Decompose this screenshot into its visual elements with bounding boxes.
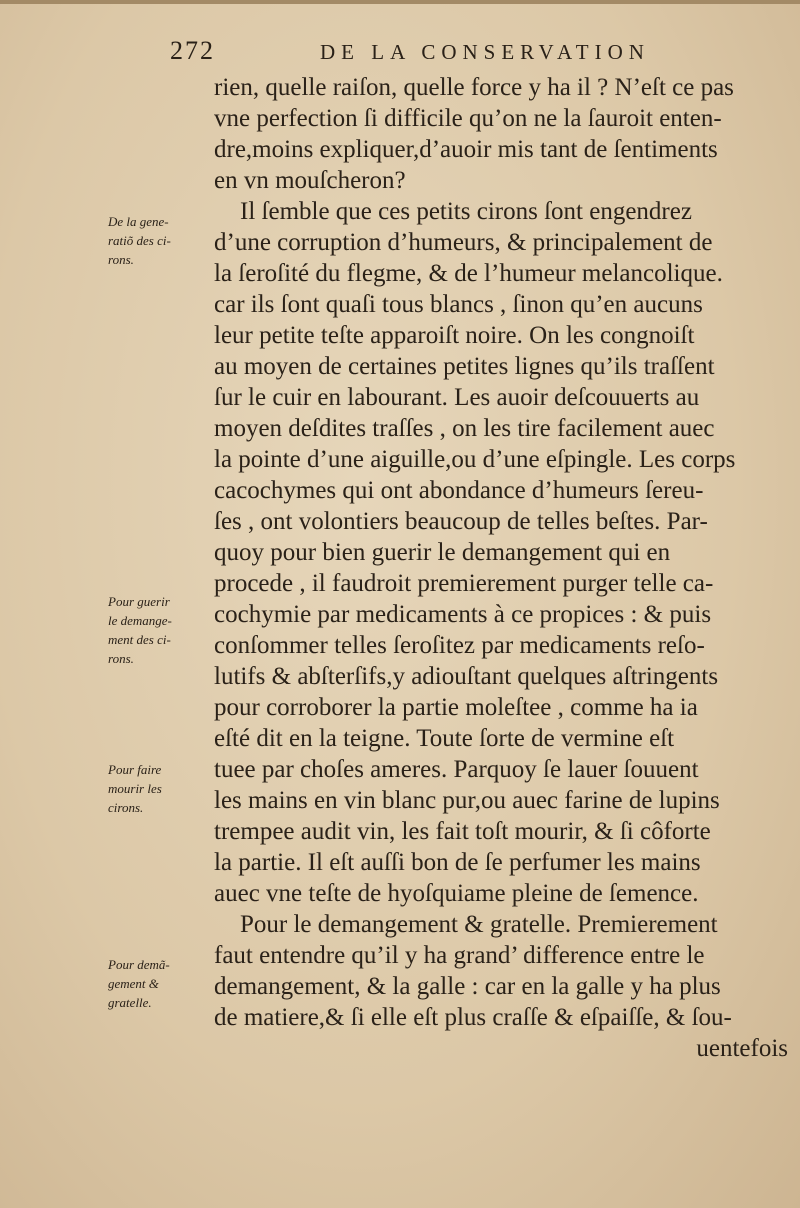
text-line: vne perfection ſi difficile qu’on ne la ſauroit enten- xyxy=(214,105,722,132)
margin-note-line: ratiõ des ci- xyxy=(108,233,171,248)
margin-note-line: mourir les xyxy=(108,781,162,796)
text-line: ſes , ont volontiers beaucoup de telles beſtes. Par- xyxy=(214,508,708,535)
text-line: la ſeroſité du flegme, & de l’humeur melancolique. xyxy=(214,260,723,287)
text-line: Il ſemble que ces petits cirons ſont engendrez xyxy=(240,198,692,225)
text-line: en vn mouſcheron? xyxy=(214,167,406,194)
margin-note-line: gratelle. xyxy=(108,995,152,1010)
margin-note-generation xyxy=(108,212,206,269)
margin-note-line: Pour faire xyxy=(108,762,162,777)
text-line: cochymie par medicaments à ce propices : & puis xyxy=(214,601,712,628)
margin-note-line: rons. xyxy=(108,252,134,267)
margin-note-line: rons. xyxy=(108,651,134,666)
margin-note-demangement xyxy=(108,955,206,1012)
text-line: de matiere,& ſi elle eſt plus craſſe & eſpaiſſe, & ſou- xyxy=(214,1004,732,1031)
text-line: trempee audit vin, les fait toſt mourir, & ſi côforte xyxy=(214,818,711,845)
text-line: moyen deſdites traſſes , on les tire facilement auec xyxy=(214,415,715,442)
text-line: les mains en vin blanc pur,ou auec farine de lupins xyxy=(214,787,720,814)
margin-note-line: le demange- xyxy=(108,613,172,628)
text-line: auec vne teſte de hyoſquiame pleine de ſemence. xyxy=(214,880,699,907)
text-line: cacochymes qui ont abondance d’humeurs ſereu- xyxy=(214,477,704,504)
margin-note-line: Pour guerir xyxy=(108,594,170,609)
text-line: demangement, & la galle : car en la galle y ha plus xyxy=(214,973,721,1000)
text-line: au moyen de certaines petites lignes qu’ils traſſent xyxy=(214,353,715,380)
text-line: Pour le demangement & gratelle. Premierement xyxy=(240,911,718,938)
text-line: car ils ſont quaſi tous blancs , ſinon qu’en aucuns xyxy=(214,291,703,318)
text-line: tuee par choſes ameres. Parquoy ſe lauer ſouuent xyxy=(214,756,699,783)
margin-note-line: cirons. xyxy=(108,800,144,815)
margin-note-guerir xyxy=(108,592,206,668)
text-line: la pointe d’une aiguille,ou d’une eſpingle. Les corps xyxy=(214,446,736,473)
text-line: conſommer telles ſeroſitez par medicaments reſo- xyxy=(214,632,705,659)
margin-note-mourir xyxy=(108,760,206,817)
margin-note-line: ment des ci- xyxy=(108,632,171,647)
text-line: leur petite teſte apparoiſt noire. On les congnoiſt xyxy=(214,322,695,349)
text-line: lutifs & abſterſifs,y adiouſtant quelques aſtringents xyxy=(214,663,719,690)
text-line: eſté dit en la teigne. Toute ſorte de vermine eſt xyxy=(214,725,675,752)
text-line: pour corroborer la partie moleſtee , comme ha ia xyxy=(214,694,698,721)
running-title: DE LA CONSERVATION xyxy=(320,40,650,64)
top-edge xyxy=(0,0,800,4)
text-line: procede , il faudroit premierement purger telle ca- xyxy=(214,570,714,597)
page-number: 272 xyxy=(170,36,215,65)
text-line: dre,moins expliquer,d’auoir mis tant de ſentiments xyxy=(214,136,718,163)
text-line: d’une corruption d’humeurs, & principalement de xyxy=(214,229,713,256)
text-line: la partie. Il eſt auſſi bon de ſe perfumer les mains xyxy=(214,849,701,876)
margin-note-line: gement & xyxy=(108,976,159,991)
text-line: rien, quelle raiſon, quelle force y ha il ? N’eſt ce pas xyxy=(214,74,734,101)
body-text xyxy=(214,72,800,1064)
margin-note-line: Pour demã- xyxy=(108,957,170,972)
margin-note-line: De la gene- xyxy=(108,214,169,229)
text-line: quoy pour bien guerir le demangement qui en xyxy=(214,539,671,566)
catchword: uentefois xyxy=(696,1035,788,1062)
text-line: ſur le cuir en labourant. Les auoir deſcouuerts au xyxy=(214,384,700,411)
text-line: faut entendre qu’il y ha grand’ difference entre le xyxy=(214,942,705,969)
